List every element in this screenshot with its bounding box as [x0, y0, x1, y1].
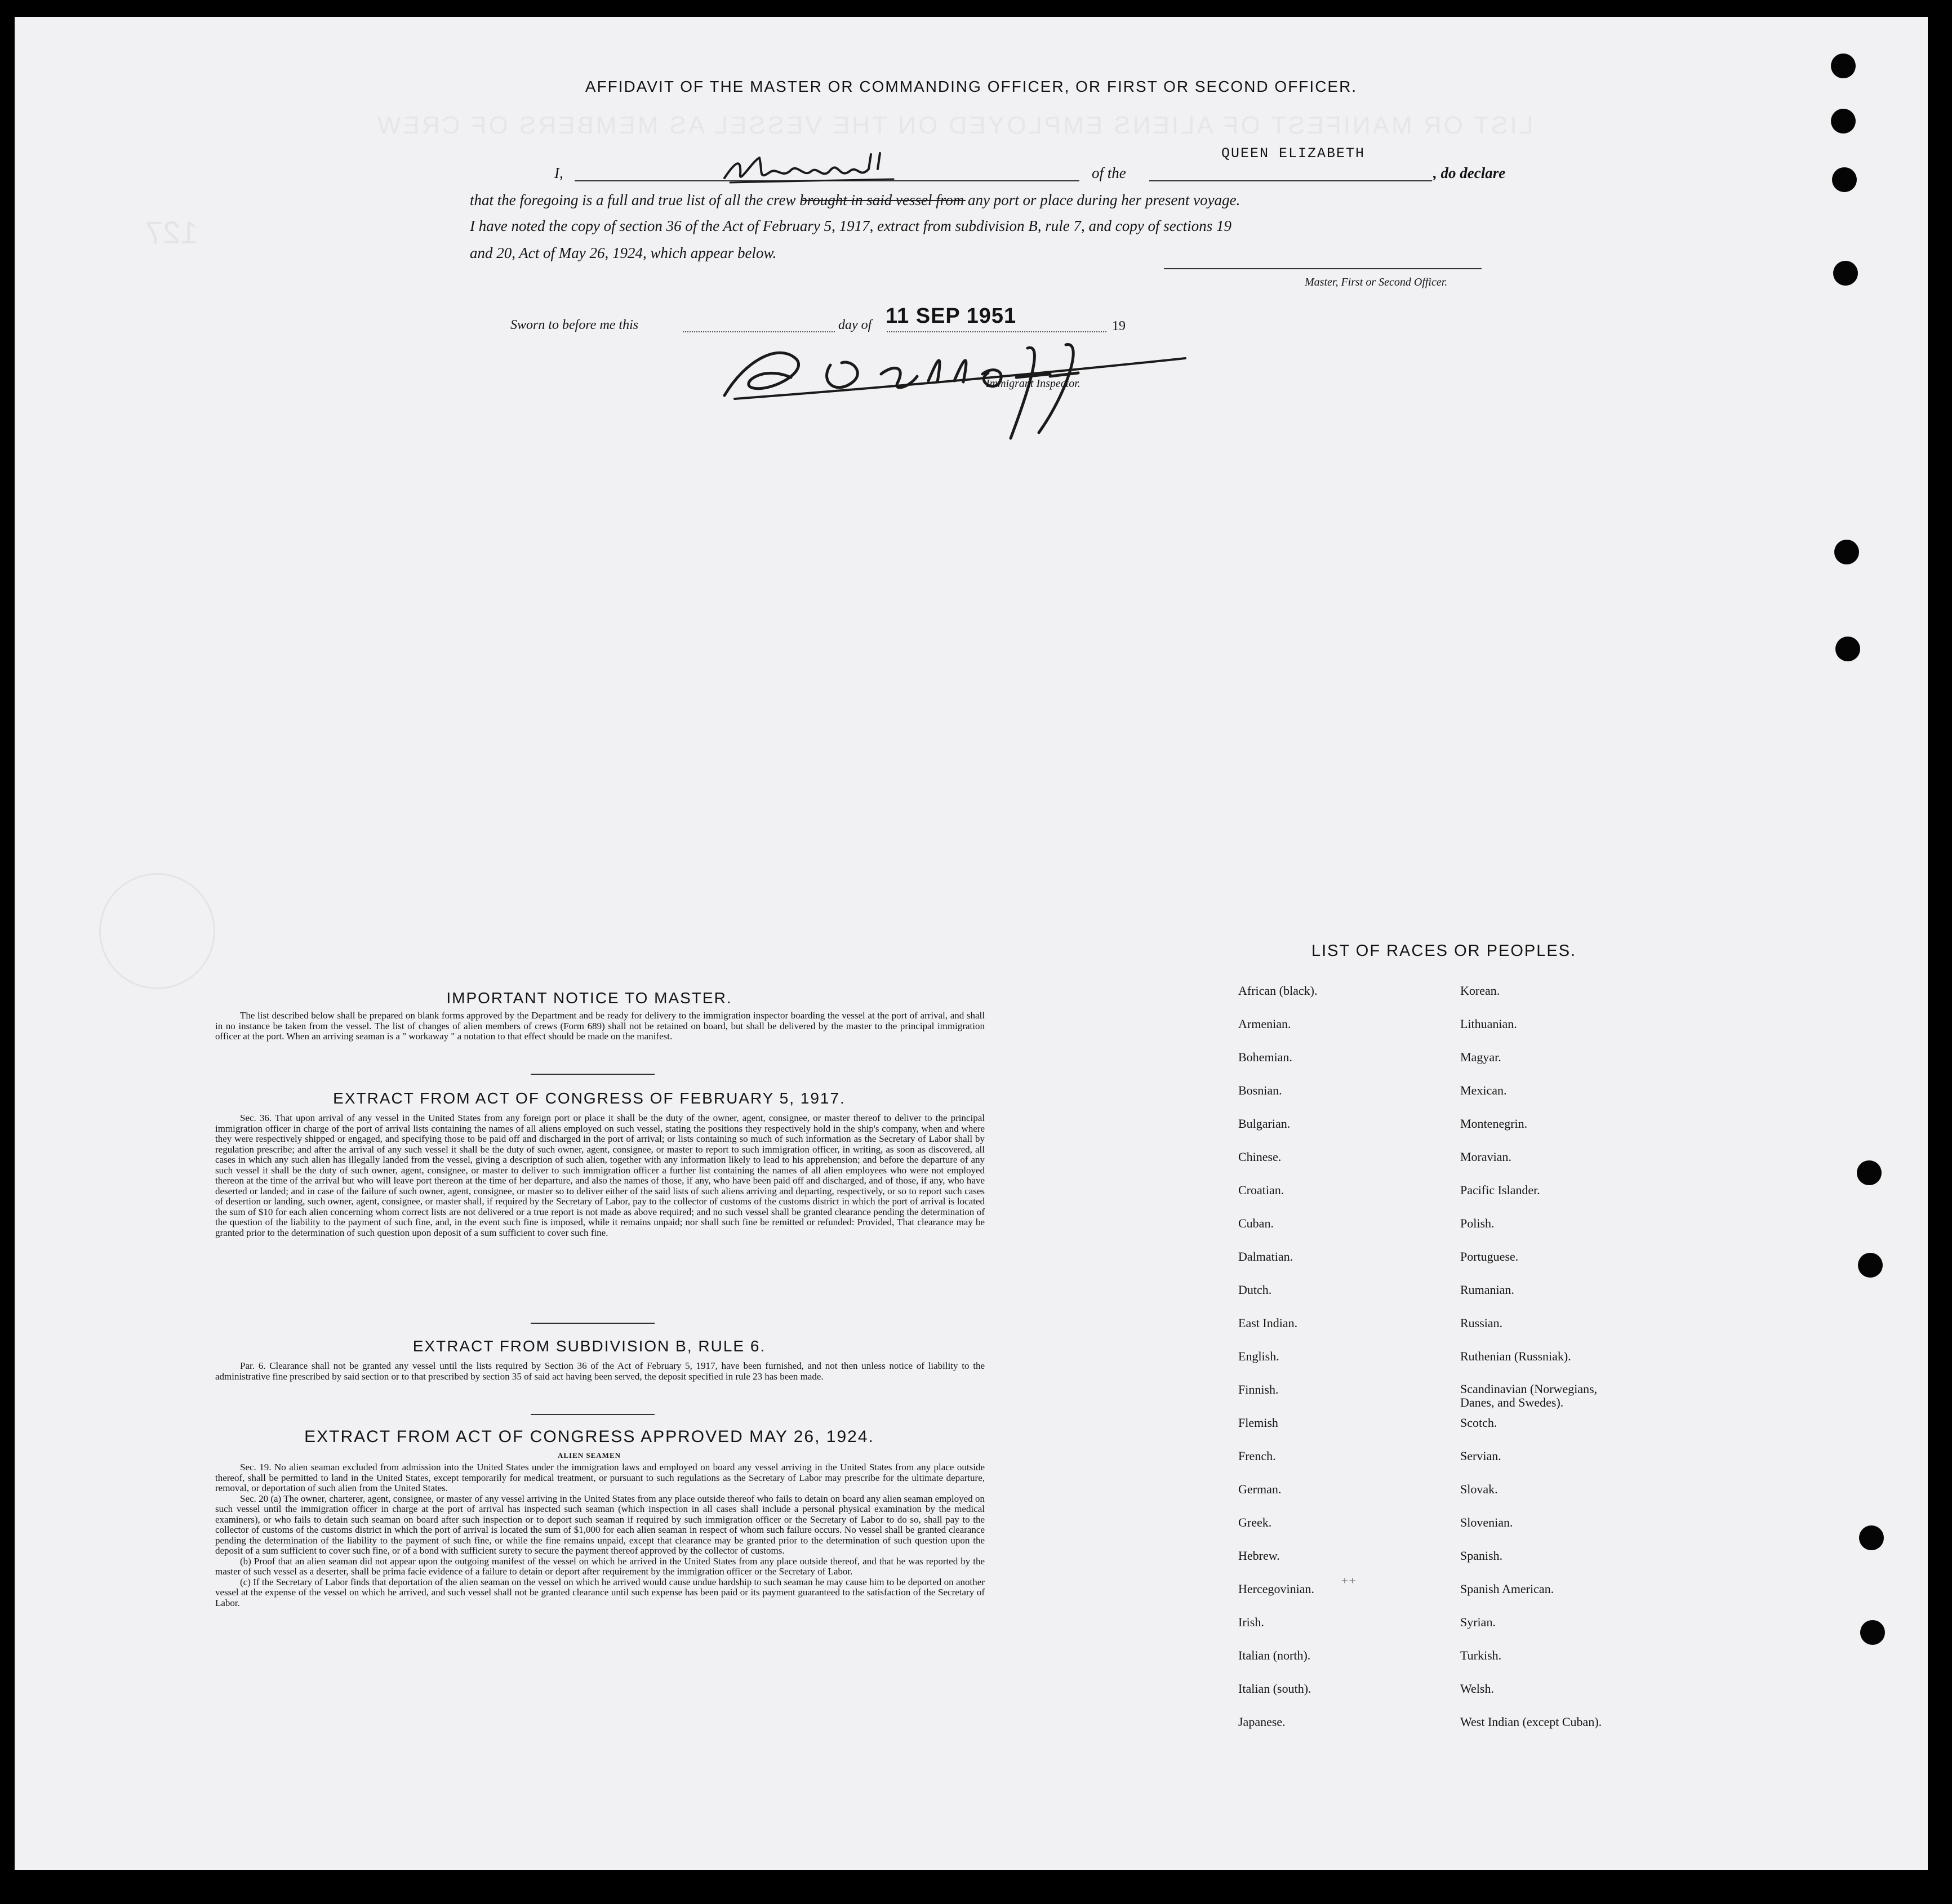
race-item: Scotch.	[1460, 1416, 1497, 1430]
notice-title: IMPORTANT NOTICE TO MASTER.	[446, 989, 732, 1007]
punch-hole	[1860, 1620, 1885, 1645]
race-item: Korean.	[1460, 984, 1500, 998]
vessel-name: QUEEN ELIZABETH	[1221, 145, 1366, 162]
sworn-label: Sworn to before me this	[510, 318, 639, 332]
par-6-paragraph: Par. 6. Clearance shall not be granted any vessel until the lists required by Section 36 of the Act of February 5, 1917, have been furnished, and not then unless notice of liability to the administrative fine prescribed by said section or to that prescribed by section 35 of said act having been served, the deposit specified in rule 23 has been made.	[215, 1360, 985, 1382]
race-item: Russian.	[1460, 1316, 1503, 1330]
rule-6-text	[215, 1361, 985, 1382]
affidavit-line-2: that the foregoing is a full and true list of all the crew brought in said vessel from any port or place during her present voyage.	[470, 192, 1240, 208]
race-item: West Indian (except Cuban).	[1460, 1715, 1602, 1729]
punch-hole	[1858, 1253, 1883, 1278]
extract-1917-title: EXTRACT FROM ACT OF CONGRESS OF FEBRUARY 5, 1917.	[333, 1089, 846, 1107]
inspector-signature	[712, 326, 1197, 444]
bleed-through-page-number: 127	[145, 215, 198, 250]
race-item: Moravian.	[1460, 1150, 1512, 1164]
extract-1924-text	[215, 1462, 985, 1608]
day-of-label: day of	[838, 318, 872, 332]
punch-hole	[1832, 167, 1857, 192]
race-item: African (black).	[1238, 984, 1318, 998]
race-item: Cuban.	[1238, 1216, 1274, 1230]
race-item: French.	[1238, 1449, 1276, 1463]
notice-text	[215, 1011, 985, 1042]
rule-6-title: EXTRACT FROM SUBDIVISION B, RULE 6.	[412, 1337, 766, 1355]
race-item: Lithuanian.	[1460, 1017, 1517, 1031]
rule-6-divider	[531, 1414, 655, 1415]
race-item: Scandinavian (Norwegians, Danes, and Swedes).	[1460, 1382, 1598, 1409]
race-item: Hercegovinian.	[1238, 1582, 1314, 1596]
punch-hole	[1831, 54, 1856, 78]
race-item: Italian (south).	[1238, 1681, 1311, 1696]
race-item: Slovenian.	[1460, 1515, 1513, 1529]
notice-divider	[531, 1074, 655, 1075]
race-item: Japanese.	[1238, 1715, 1286, 1729]
race-item: English.	[1238, 1349, 1279, 1363]
master-signature	[719, 150, 933, 190]
race-item: Spanish American.	[1460, 1582, 1554, 1596]
notice-paragraph: The list described below shall be prepared on blank forms approved by the Department and be ready for delivery to the immigration inspector boarding the vessel at the port of arrival, and shall in no instance be taken from the vessel. The list of changes of alien members of crews (Form 689) shall not be retained on board, but shall be delivered by the master to the principal immigration officer at the port. When an arriving seaman is a " workaway " a notation to that effect should be made on the manifest.	[215, 1010, 985, 1042]
race-item: Dalmatian.	[1238, 1249, 1293, 1264]
document-page	[15, 17, 1928, 1870]
bleed-through-header: LIST OR MANIFEST OF ALIENS EMPLOYED ON THE VESSEL AS MEMBERS OF CREW	[375, 112, 1533, 139]
race-item: Portuguese.	[1460, 1249, 1519, 1264]
alien-seamen-subtitle: ALIEN SEAMEN	[557, 1451, 621, 1460]
affidavit-title: AFFIDAVIT OF THE MASTER OR COMMANDING OFFICER, OR FIRST OR SECOND OFFICER.	[585, 78, 1358, 95]
extract-1917-divider	[531, 1323, 655, 1324]
race-item: Armenian.	[1238, 1017, 1291, 1031]
year-prefix: 19	[1112, 319, 1126, 333]
punch-hole	[1835, 637, 1860, 661]
race-item: Flemish	[1238, 1416, 1278, 1430]
affidavit-line-3: I have noted the copy of section 36 of the Act of February 5, 1917, extract from subdivision B, rule 7, and copy of sections 19	[470, 217, 1231, 234]
race-item: Ruthenian (Russniak).	[1460, 1349, 1571, 1363]
race-item: Syrian.	[1460, 1615, 1496, 1629]
punch-hole	[1831, 109, 1856, 134]
race-item: Servian.	[1460, 1449, 1501, 1463]
margin-scribble: ⁺⁺	[1341, 1575, 1357, 1591]
extract-1917-text	[215, 1113, 985, 1238]
race-item: Rumanian.	[1460, 1283, 1514, 1297]
race-item: Montenegrin.	[1460, 1116, 1528, 1131]
race-item: Slovak.	[1460, 1482, 1498, 1496]
affidavit-line-4: and 20, Act of May 26, 1924, which appear below.	[470, 244, 777, 261]
punch-hole	[1834, 540, 1859, 564]
do-declare-label: , do declare	[1433, 164, 1506, 181]
race-item: Pacific Islander.	[1460, 1183, 1540, 1197]
date-stamp: 11 SEP 1951	[886, 304, 1017, 328]
race-item: German.	[1238, 1482, 1282, 1496]
sec-20a-paragraph: Sec. 20 (a) The owner, charterer, agent, consignee, or master of any vessel arriving in the United States from any place outside thereof who fails to detain on board any alien seaman employed on such vessel until the immigration officer in charge at the port of arrival has inspected such seaman (which inspection in all cases shall include a personal physical examination by the medical examiners), or who fails to detain such seaman on board after such inspection or to deport such seaman if required by such immigration officer or the Secretary of Labor to do so, shall pay to the collector of customs of the customs district in which the port of arrival is located the sum of $1,000 for each alien seaman in respect of whom such failure occurs. No vessel shall be granted clearance pending the determination of the liability to the payment of such fine, or while the fine remains unpaid, except that clearance may be granted prior to the determination of such question upon the deposit of a sum sufficient to cover such fine, or of a bond with sufficient surety to secure the payment thereof approved by the collector of customs.	[215, 1493, 985, 1556]
race-item: East Indian.	[1238, 1316, 1298, 1330]
race-item: Bulgarian.	[1238, 1116, 1291, 1131]
master-caption: Master, First or Second Officer.	[1305, 276, 1448, 288]
race-item: Irish.	[1238, 1615, 1264, 1629]
sec-20b-paragraph: (b) Proof that an alien seaman did not appear upon the outgoing manifest of the vessel on which he arrived in the United States from any place outside thereof, and that he was reported by the master of such vessel as a deserter, shall be prima facie evidence of a failure to detain or deport after requirement by the immigration officer or the Secretary of Labor.	[215, 1555, 985, 1577]
sec-20c-paragraph: (c) If the Secretary of Labor finds that deportation of the alien seaman on the vessel on which he arrived would cause undue hardship to such seaman he may cause him to be deported on another vessel at the expense of the vessel on which he arrived, and such vessel shall not be granted clearance until such expense has been paid or its payment guaranteed to the satisfaction of the Secretary of Labor.	[215, 1576, 985, 1608]
race-item: Finnish.	[1238, 1382, 1279, 1396]
faint-stamp	[99, 873, 215, 989]
punch-hole	[1857, 1160, 1882, 1185]
affidavit-i-label: I,	[554, 164, 563, 181]
race-item: Welsh.	[1460, 1681, 1494, 1696]
races-title: LIST OF RACES OR PEOPLES.	[1311, 942, 1577, 960]
race-item: Turkish.	[1460, 1648, 1502, 1662]
sec-36-paragraph: Sec. 36. That upon arrival of any vessel in the United States from any foreign port or place it shall be the duty of the owner, agent, consignee, or master thereof to deliver to the principal immigration officer in charge of the port of arrival lists containing the names of all aliens employed on such vessel, stating the positions they respectively hold in the ship's company, when and where they were respectively shipped or engaged, and specifying those to be paid off and discharged in the port of arrival; or lists containing so much of such information as the Secretary of Labor shall by regulation prescribe; and after the arrival of any such vessel it shall be the duty of such owner, agent, consignee, or master to report to such immigration officer, in writing, as soon as discovered, all cases in which any such alien has illegally landed from the vessel, giving a description of such alien, together with any information likely to lead to his apprehension; and before the departure of any such vessel it shall be the duty of such owner, agent, consignee, or master to deliver to such immigration officer a further list containing the names of all alien employees who were not employed thereon at the time of the arrival but who will leave port thereon at the time of her departure, and also the names of those, if any, who have been paid off and discharged, and of those, if any, who have deserted or landed; and in case of the failure of such owner, agent, consignee, or master so to deliver either of the said lists of such aliens arriving and departing, respectively, or so to report such cases of desertion or landing, such owner, agent, consignee, or master shall, if required by the Secretary of Labor, pay to the collector of customs of the customs district in which the port of arrival is located the sum of $10 for each alien concerning whom correct lists are not delivered or a true report is not made as above required; and no such vessel shall be granted clearance pending the determination of the question of the liability to the payment of such fine, and, in the event such fine is imposed, while it remains unpaid; nor shall such fine be remitted or refunded: Provided, That clearance may be granted prior to the determination of such question upon deposit of a sum sufficient to cover such fine.	[215, 1113, 985, 1238]
race-item: Hebrew.	[1238, 1549, 1280, 1563]
race-item: Spanish.	[1460, 1549, 1503, 1563]
race-item: Greek.	[1238, 1515, 1272, 1529]
race-item: Bosnian.	[1238, 1083, 1282, 1097]
race-item: Chinese.	[1238, 1150, 1282, 1164]
race-item: Dutch.	[1238, 1283, 1272, 1297]
race-item: Polish.	[1460, 1216, 1495, 1230]
race-item: Croatian.	[1238, 1183, 1284, 1197]
punch-hole	[1859, 1525, 1884, 1550]
punch-hole	[1833, 261, 1858, 286]
race-item: Magyar.	[1460, 1050, 1501, 1064]
race-item: Mexican.	[1460, 1083, 1507, 1097]
vessel-name-line	[1149, 180, 1432, 181]
master-signature-line	[1164, 268, 1482, 269]
race-item: Bohemian.	[1238, 1050, 1292, 1064]
sec-19-paragraph: Sec. 19. No alien seaman excluded from admission into the United States under the immigration laws and employed on board any vessel arriving in the United States from any place outside thereof, shall be permitted to land in the United States, except temporarily for medical treatment, or pursuant to such regulations as the Secretary of Labor may prescribe for the ultimate departure, removal, or deportation of such alien from the United States.	[215, 1462, 985, 1493]
race-item: Italian (north).	[1238, 1648, 1311, 1662]
of-the-label: of the	[1092, 164, 1126, 181]
list-strike	[802, 200, 966, 201]
extract-1924-title: EXTRACT FROM ACT OF CONGRESS APPROVED MAY 26, 1924.	[304, 1427, 874, 1446]
inspector-caption: Immigrant Inspector.	[986, 377, 1081, 390]
